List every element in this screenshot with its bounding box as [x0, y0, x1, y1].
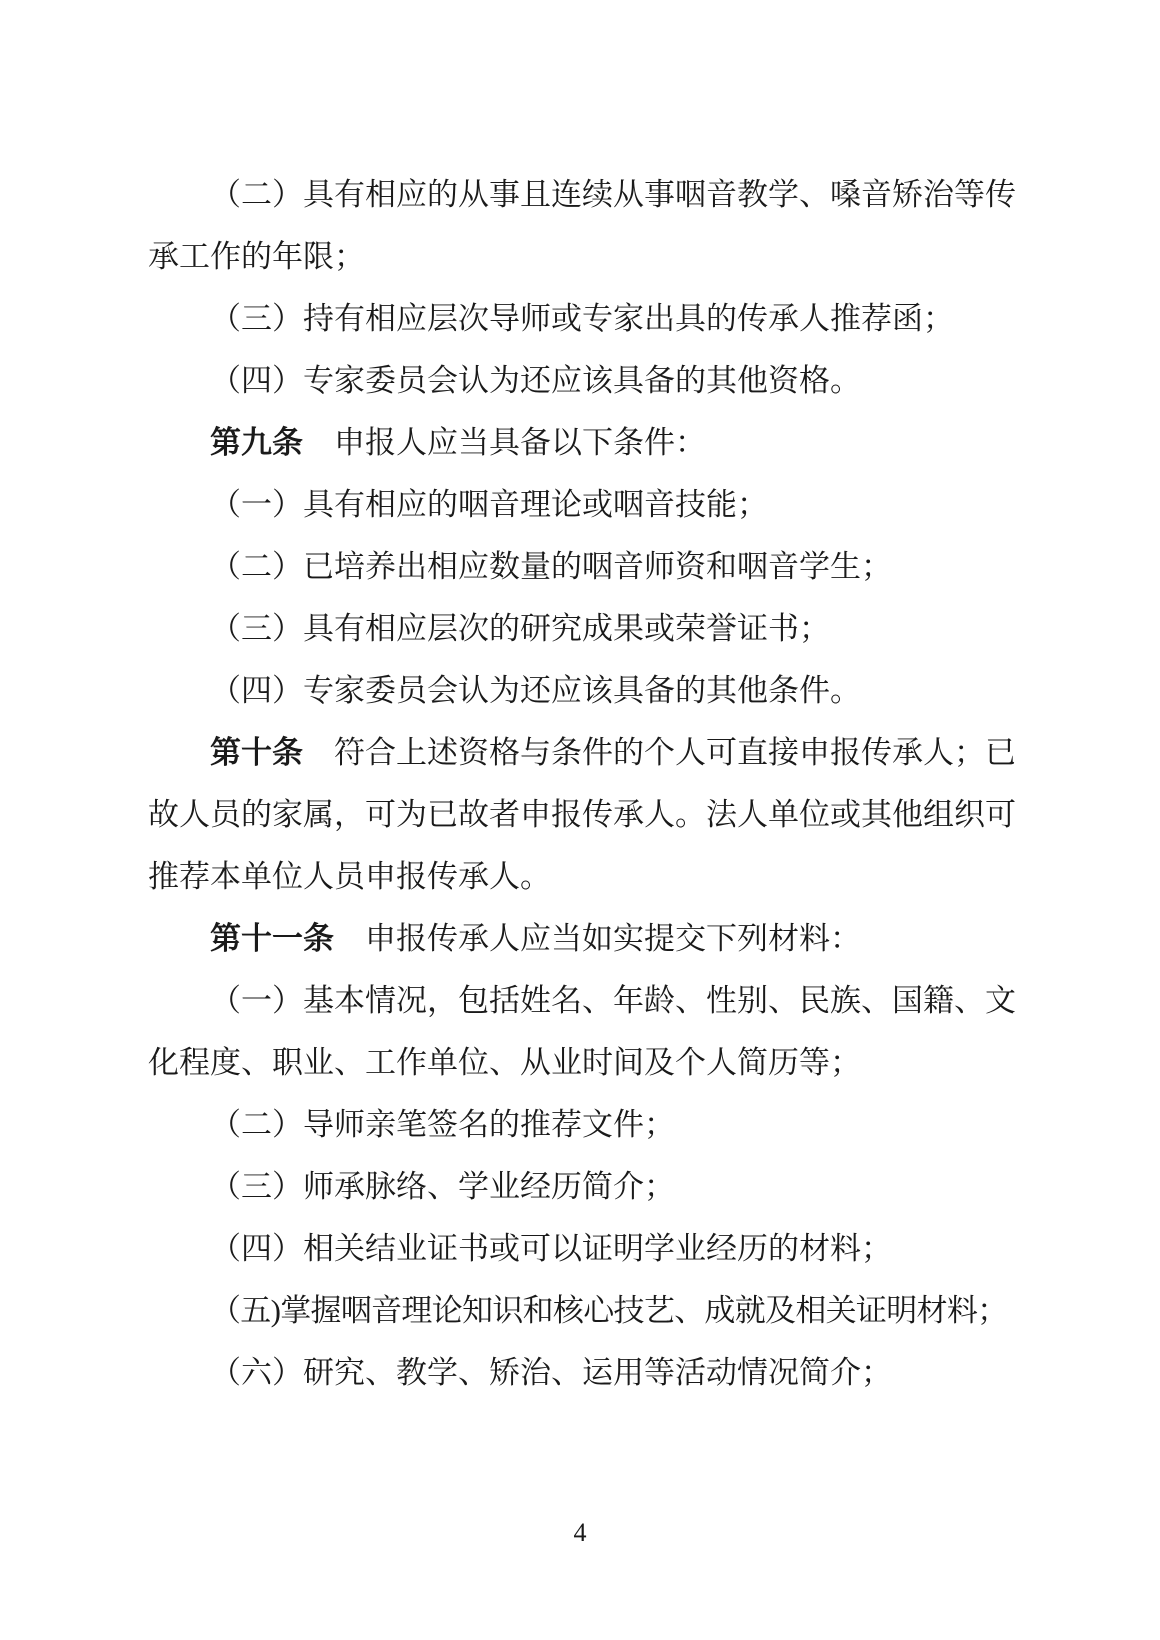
article-number: 第十条 — [210, 735, 303, 770]
text-line — [148, 288, 1016, 350]
text-segment: 申报传承人应当如实提交下列材料： — [334, 921, 861, 956]
text-segment: 承工作的年限； — [148, 239, 365, 274]
text-line — [148, 1032, 1016, 1094]
document-body — [148, 164, 1016, 1404]
text-line — [148, 536, 1016, 598]
text-line — [148, 970, 1016, 1032]
text-line — [148, 846, 1016, 908]
text-line — [148, 1094, 1016, 1156]
text-segment: 化程度、职业、工作单位、从业时间及个人简历等； — [148, 1045, 861, 1080]
text-segment: （三）具有相应层次的研究成果或荣誉证书； — [210, 611, 830, 646]
text-line — [148, 164, 1016, 226]
text-segment: （四）专家委员会认为还应该具备的其他资格。 — [210, 363, 861, 398]
text-segment: 申报人应当具备以下条件： — [303, 425, 706, 460]
text-segment: （四）相关结业证书或可以证明学业经历的材料； — [210, 1231, 892, 1266]
text-segment: （二）导师亲笔签名的推荐文件； — [210, 1107, 675, 1142]
text-segment: 故人员的家属，可为已故者申报传承人。法人单位或其他组织可 — [148, 797, 1016, 832]
article-number: 第九条 — [210, 425, 303, 460]
text-segment: （四）专家委员会认为还应该具备的其他条件。 — [210, 673, 861, 708]
article-number: 第十一条 — [210, 921, 334, 956]
text-line — [148, 412, 1016, 474]
text-segment: （五)掌握咽音理论知识和核心技艺、成就及相关证明材料； — [210, 1293, 1008, 1328]
text-line — [148, 474, 1016, 536]
text-line — [148, 784, 1016, 846]
text-segment: （三）师承脉络、学业经历简介； — [210, 1169, 675, 1204]
text-segment: （三）持有相应层次导师或专家出具的传承人推荐函； — [210, 301, 954, 336]
text-line — [148, 1342, 1016, 1404]
page-number: 4 — [573, 1518, 587, 1547]
text-line — [148, 1218, 1016, 1280]
text-segment: 推荐本单位人员申报传承人。 — [148, 859, 551, 894]
text-line — [148, 226, 1016, 288]
text-line — [148, 350, 1016, 412]
text-segment: （二）已培养出相应数量的咽音师资和咽音学生； — [210, 549, 892, 584]
text-segment: （一）基本情况，包括姓名、年龄、性别、民族、国籍、文 — [210, 983, 1016, 1018]
text-line — [148, 1156, 1016, 1218]
text-segment: 符合上述资格与条件的个人可直接申报传承人；已 — [303, 735, 1016, 770]
text-line — [148, 722, 1016, 784]
text-line — [148, 1280, 1016, 1342]
text-segment: （二）具有相应的从事且连续从事咽音教学、嗓音矫治等传 — [210, 177, 1016, 212]
text-segment: （六）研究、教学、矫治、运用等活动情况简介； — [210, 1355, 892, 1390]
text-line — [148, 908, 1016, 970]
text-line — [148, 660, 1016, 722]
text-segment: （一）具有相应的咽音理论或咽音技能； — [210, 487, 768, 522]
text-line — [148, 598, 1016, 660]
